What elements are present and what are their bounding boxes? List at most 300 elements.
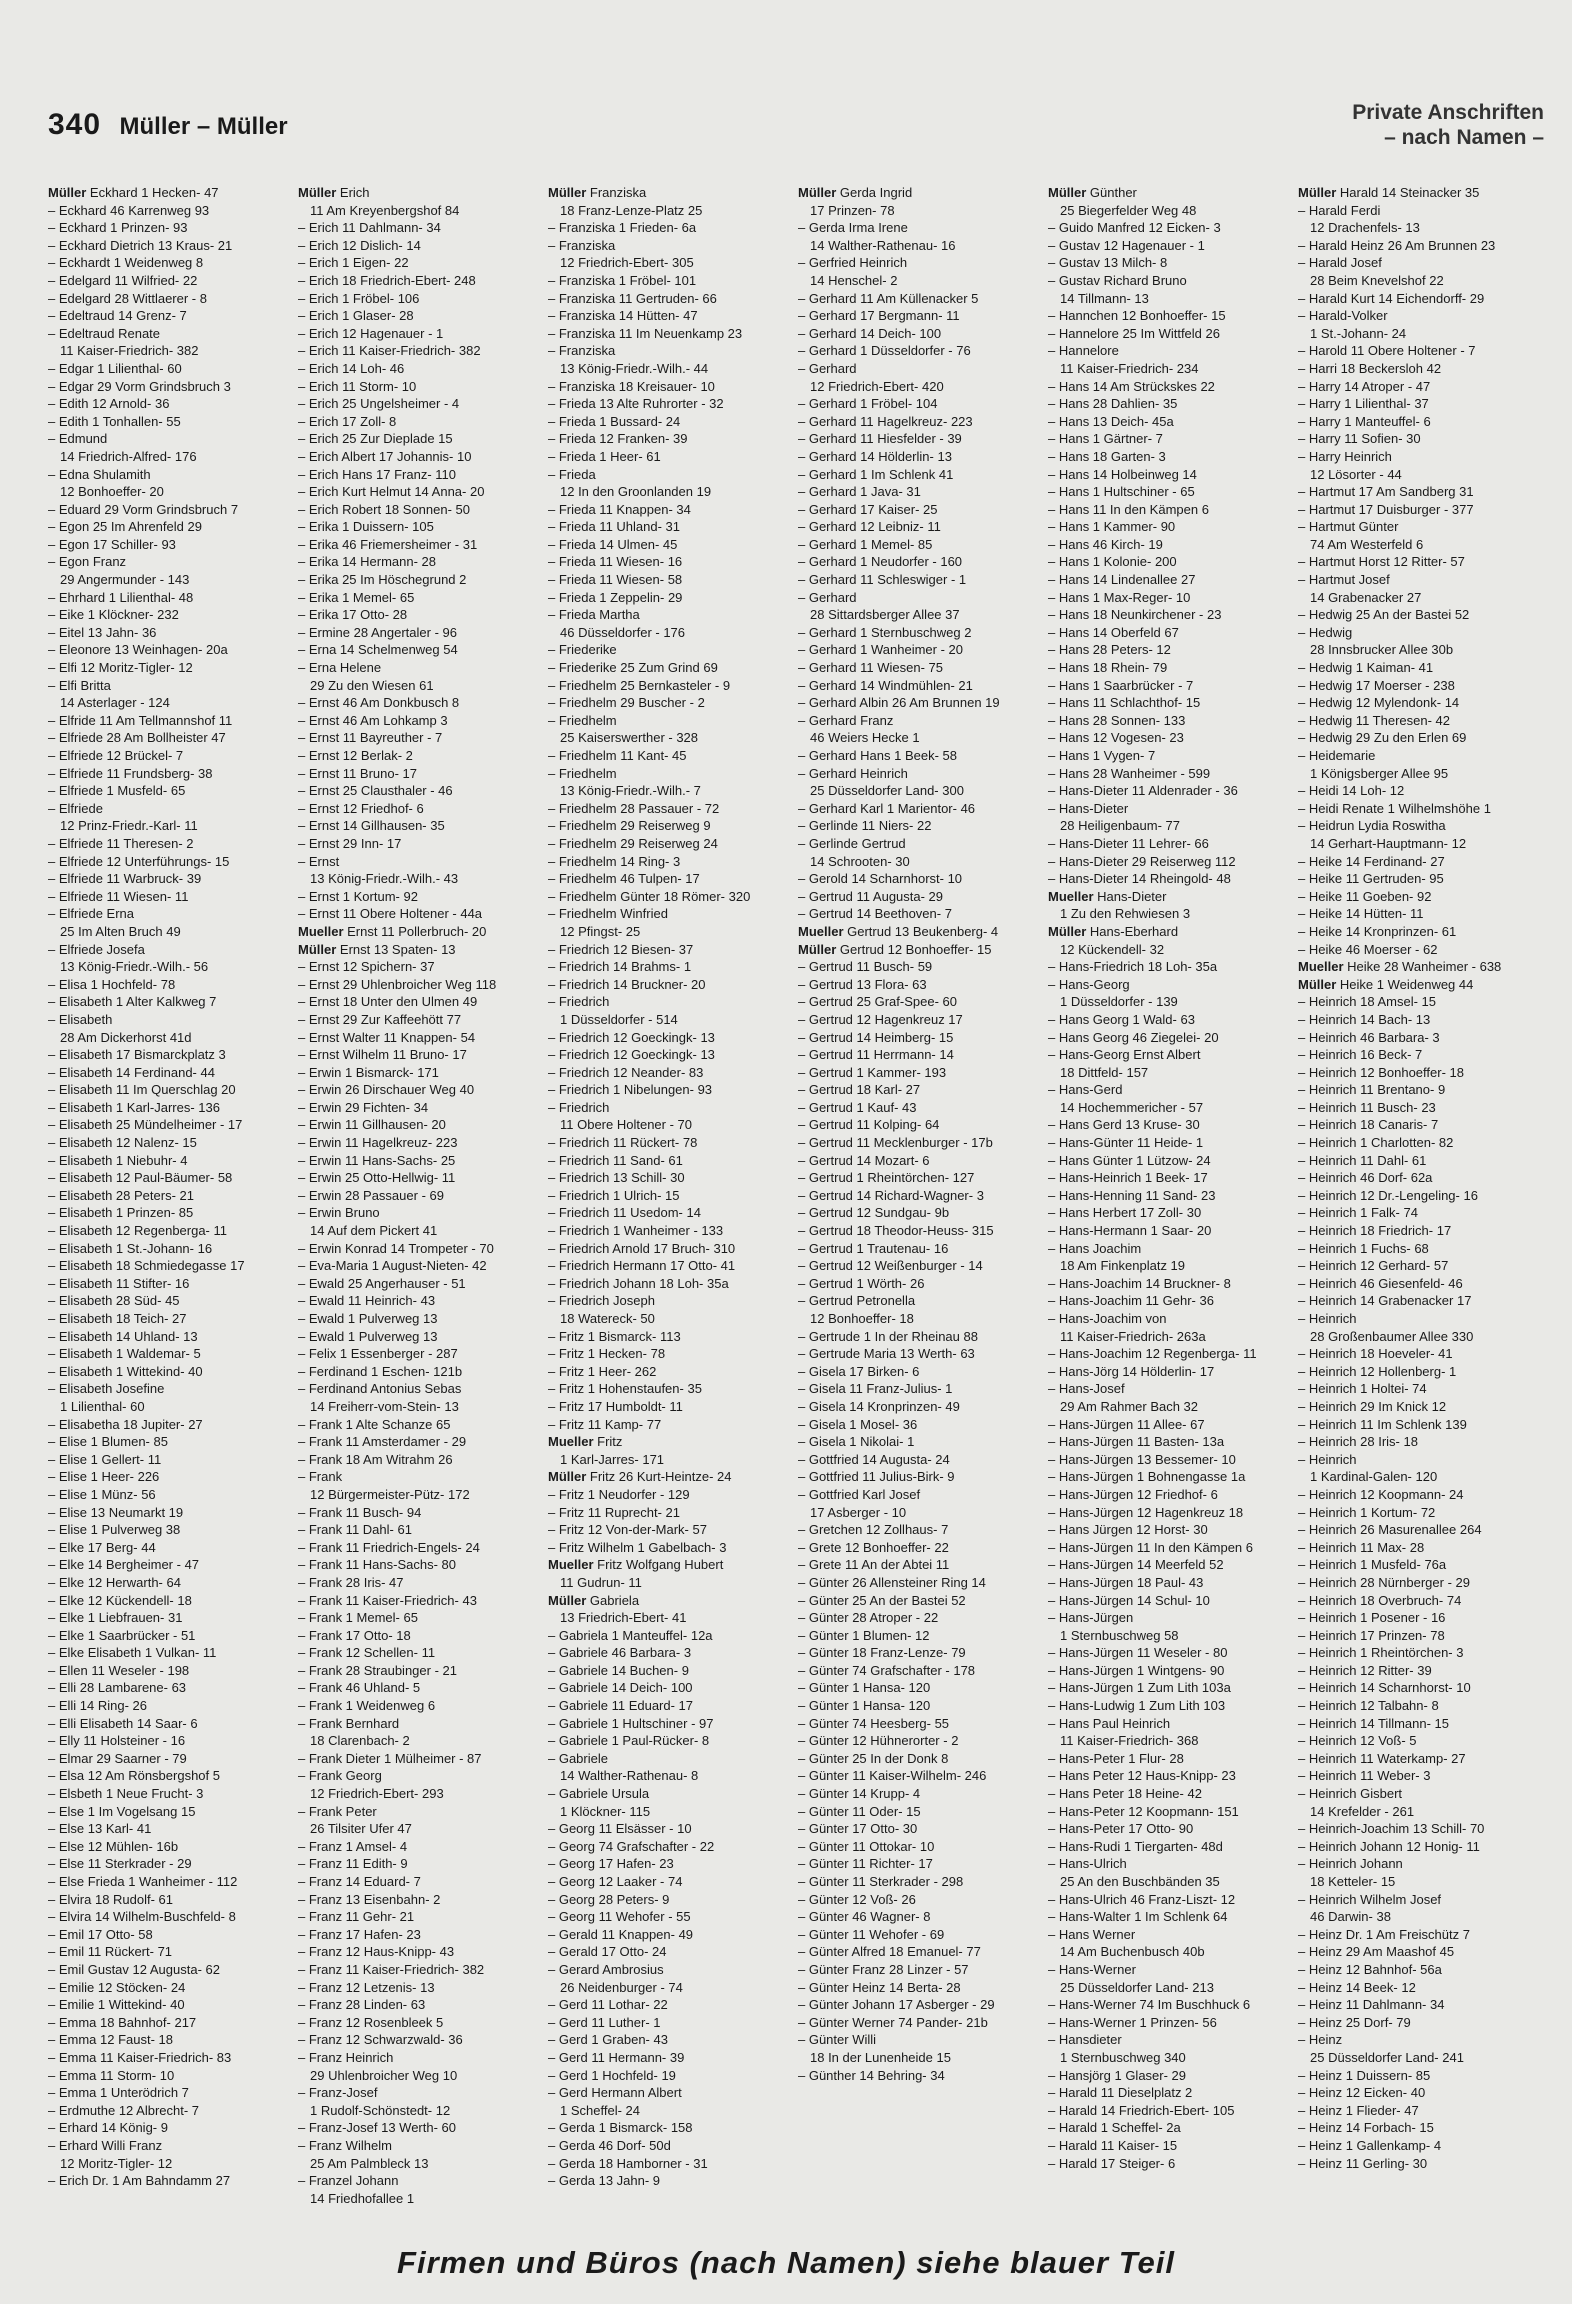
listing-entry: – Hans Peter 18 Heine- 42 [1048, 1786, 1202, 1802]
listing-entry: – Heinrich 1 Rheintörchen- 3 [1298, 1645, 1464, 1661]
listing-entry: – Elly 11 Holsteiner - 16 [48, 1733, 186, 1749]
listing-entry: – Elisabeth 12 Nalenz- 15 [48, 1135, 197, 1151]
listing-entry: – Franz Wilhelm [298, 2137, 392, 2153]
listing-entry: 1 Königsberger Allee 95 [1310, 765, 1449, 781]
listing-entry: – Fritz 1 Heer- 262 [548, 1363, 657, 1379]
listing-entry: – Eckhardt 1 Weidenweg 8 [48, 255, 204, 271]
listing-entry: – Heinrich-Joachim 13 Schill- 70 [1298, 1821, 1485, 1837]
listing-entry: – Gerhard 1 Wanheimer - 20 [798, 642, 963, 658]
listing-entry: – Erhard 14 König- 9 [48, 2120, 168, 2136]
listing-column-6 [1298, 184, 1540, 2171]
listing-entry: – Gertrud 1 Kammer- 193 [798, 1064, 947, 1080]
listing-entry: – Elise 1 Pulverweg 38 [48, 1522, 181, 1538]
listing-entry: – Gerd 1 Hochfeld- 19 [548, 2067, 676, 2083]
listing-column-4 [798, 184, 1040, 2134]
listing-entry: – Hans-Friedrich 18 Loh- 35a [1048, 959, 1218, 975]
listing-entry: – Ernst [298, 853, 340, 869]
listing-entry: – Heinrich 1 Posener - 16 [1298, 1610, 1446, 1626]
listing-column-3 [548, 184, 790, 2189]
listing-entry: – Franz 11 Kaiser-Friedrich- 382 [298, 1961, 485, 1977]
listing-entry: – Elvira 18 Rudolf- 61 [48, 1891, 174, 1907]
listing-entry: – Frank 1 Alte Schanze 65 [298, 1416, 451, 1432]
listing-entry: – Hans 14 Holbeinweg 14 [1048, 466, 1197, 482]
listing-entry: 12 Bonhoeffer- 20 [60, 484, 164, 500]
listing-entry: Müller Gabriela [548, 1592, 640, 1608]
listing-entry: – Emilie 12 Stöcken- 24 [48, 1979, 186, 1995]
listing-entry: – Erwin 29 Fichten- 34 [298, 1099, 429, 1115]
listing-entry: – Erich Robert 18 Sonnen- 50 [298, 501, 470, 517]
listing-entry: – Gertrud 14 Beethoven- 7 [798, 906, 952, 922]
listing-entry: – Harald 14 Friedrich-Ebert- 105 [1048, 2102, 1235, 2118]
listing-entry: – Heinrich 18 Amsel- 15 [1298, 994, 1437, 1010]
listing-entry: – Hans Jürgen 12 Horst- 30 [1048, 1522, 1208, 1538]
listing-entry: – Elisabeth 12 Paul-Bäumer- 58 [48, 1170, 233, 1186]
listing-entry: – Ernst 29 Zur Kaffeehött 77 [298, 1011, 462, 1027]
listing-entry: – Frieda Martha [548, 607, 640, 623]
listing-entry: – Fritz 1 Bismarck- 113 [548, 1328, 681, 1344]
listing-entry: – Eckhard Dietrich 13 Kraus- 21 [48, 237, 233, 253]
listing-entry: 13 König-Friedr.-Wilh.- 43 [310, 871, 459, 887]
listing-entry: – Harry 14 Atroper - 47 [1298, 378, 1431, 394]
listing-entry: – Hans-Georg Ernst Albert [1048, 1047, 1201, 1063]
listing-entry: – Gisela 1 Mosel- 36 [798, 1416, 918, 1432]
listing-entry: – Hans 1 Vygen- 7 [1048, 748, 1156, 763]
listing-entry: 18 Am Finkenplatz 19 [1060, 1258, 1186, 1274]
listing-entry: Müller Fritz 26 Kurt-Heintze- 24 [548, 1469, 732, 1485]
listing-entry: – Elvira 14 Wilhelm-Buschfeld- 8 [48, 1909, 236, 1925]
listing-entry: – Hans-Jürgen 14 Schul- 10 [1048, 1592, 1210, 1608]
listing-entry: – Friedhelm 46 Tulpen- 17 [548, 871, 700, 887]
listing-entry: – Elisabeth 18 Schmiedegasse 17 [48, 1258, 245, 1274]
listing-entry: – Gertrud 12 Sundgau- 9b [798, 1205, 950, 1221]
listing-entry: – Heinrich 12 Ritter- 39 [1298, 1662, 1432, 1678]
listing-entry: – Frank 11 Dahl- 61 [298, 1522, 412, 1538]
listing-entry: – Hans 28 Dahlien- 35 [1048, 396, 1178, 412]
listing-entry: – Edith 12 Arnold- 36 [48, 396, 170, 412]
listing-entry: – Heinrich 1 Kortum- 72 [1298, 1504, 1436, 1520]
listing-entry: – Franzel Johann [298, 2173, 399, 2189]
listing-entry: – Frieda 11 Uhland- 31 [548, 519, 681, 535]
listing-entry: – Gustav 13 Milch- 8 [1048, 255, 1168, 271]
listing-entry: – Gerda 46 Dorf- 50d [548, 2137, 671, 2153]
listing-entry: – Else 12 Mühlen- 16b [48, 1838, 179, 1854]
listing-entry: – Hans-Jürgen 12 Hagenkreuz 18 [1048, 1504, 1244, 1520]
listing-entry: – Guido Manfred 12 Eicken- 3 [1048, 220, 1221, 236]
listing-entry: – Hans-Heinrich 1 Beek- 17 [1048, 1170, 1208, 1186]
listing-entry: – Elisabeth 12 Regenberga- 11 [48, 1223, 227, 1239]
listing-entry: – Erwin Bruno [298, 1205, 380, 1221]
listing-entry: – Harry Heinrich [1298, 448, 1392, 464]
listing-entry: 1 Kardinal-Galen- 120 [1310, 1469, 1438, 1485]
listing-entry: – Gerhard [798, 360, 857, 376]
listing-entry: – Frieda 1 Heer- 61 [548, 448, 661, 464]
listing-entry: – Harri 18 Beckersloh 42 [1298, 360, 1442, 376]
listing-entry: 17 Prinzen- 78 [810, 202, 895, 218]
listing-entry: – Gertrud 12 Hagenkreuz 17 [798, 1011, 963, 1027]
listing-entry: – Hans-Werner 74 Im Buschhuck 6 [1048, 1997, 1251, 2013]
listing-entry: 18 Clarenbach- 2 [310, 1733, 410, 1749]
listing-entry: – Günter 28 Atroper - 22 [798, 1610, 939, 1626]
listing-entry: 18 In der Lunenheide 15 [810, 2049, 951, 2065]
listing-entry: – Hans 1 Kammer- 90 [1048, 519, 1176, 535]
listing-entry: – Ernst 11 Obere Holtener - 44a [298, 906, 483, 922]
listing-entry: – Heinrich 11 Max- 28 [1298, 1539, 1425, 1555]
listing-entry: – Hans-Dieter [1048, 800, 1129, 816]
listing-entry: – Frieda 11 Wiesen- 58 [548, 572, 683, 588]
listing-entry: – Hans 18 Neunkirchener - 23 [1048, 607, 1222, 623]
listing-entry: – Gabriele [548, 1750, 608, 1766]
listing-entry: – Hedwig 25 An der Bastei 52 [1298, 607, 1470, 623]
listing-entry: – Ernst 46 Am Donkbusch 8 [298, 695, 460, 711]
listing-entry: – Fritz 1 Hohenstaufen- 35 [548, 1381, 702, 1397]
listing-entry: – Hartmut 17 Duisburger - 377 [1298, 501, 1474, 517]
listing-entry: – Günter 11 Kaiser-Wilhelm- 246 [798, 1768, 987, 1784]
listing-entry: – Elisabeth 14 Ferdinand- 44 [48, 1064, 215, 1080]
listing-entry: – Hans-Dieter 11 Lehrer- 66 [1048, 835, 1209, 851]
listing-entry: – Harald-Volker [1298, 308, 1388, 324]
listing-entry: – Friedrich 12 Neander- 83 [548, 1064, 704, 1080]
listing-entry: – Friedrich Joseph [548, 1293, 655, 1309]
listing-entry: – Hans-Jörg 14 Hölderlin- 17 [1048, 1363, 1215, 1379]
listing-entry: – Friedhelm 14 Ring- 3 [548, 853, 681, 869]
listing-entry: – Friedhelm 25 Bernkasteler - 9 [548, 677, 731, 693]
listing-entry: Müller Eckhard 1 Hecken- 47 [48, 185, 219, 200]
listing-entry: – Erwin 28 Passauer - 69 [298, 1187, 444, 1203]
listing-entry: – Hans-Jürgen 11 Weseler - 80 [1048, 1645, 1228, 1661]
listing-entry: – Hans 28 Wanheimer - 599 [1048, 765, 1211, 781]
listing-columns [48, 184, 1548, 2206]
listing-entry: 46 Weiers Hecke 1 [810, 730, 920, 746]
listing-entry: – Elke 1 Liebfrauen- 31 [48, 1610, 183, 1626]
listing-entry: – Friederike 25 Zum Grind 69 [548, 660, 718, 676]
listing-entry: – Emma 11 Kaiser-Friedrich- 83 [48, 2049, 232, 2065]
listing-entry: – Elise 13 Neumarkt 19 [48, 1504, 184, 1520]
listing-entry: – Gerhard 1 Fröbel- 104 [798, 396, 938, 412]
listing-entry: – Gerd 11 Luther- 1 [548, 2014, 661, 2030]
listing-entry: – Friedrich 12 Goeckingk- 13 [548, 1029, 715, 1045]
listing-entry: – Heinrich 12 Bonhoeffer- 18 [1298, 1064, 1464, 1080]
listing-entry: – Frank 17 Otto- 18 [298, 1627, 411, 1643]
listing-entry: – Gisela 14 Kronprinzen- 49 [798, 1398, 960, 1414]
listing-entry: – Ernst 1 Kortum- 92 [298, 888, 418, 904]
listing-entry: – Elise 1 Gellert- 11 [48, 1451, 162, 1467]
listing-entry: – Friedrich 11 Rückert- 78 [548, 1135, 698, 1151]
listing-entry: – Hans Georg 1 Wald- 63 [1048, 1011, 1195, 1027]
listing-entry: – Hans 1 Max-Reger- 10 [1048, 589, 1191, 605]
listing-entry: – Erwin 11 Gillhausen- 20 [298, 1117, 446, 1133]
listing-entry: – Erich 1 Eigen- 22 [298, 255, 409, 271]
listing-entry: – Friedrich [548, 1099, 610, 1115]
listing-entry: – Elfriede 28 Am Bollheister 47 [48, 730, 226, 746]
listing-entry: – Heinrich 16 Beck- 7 [1298, 1047, 1423, 1063]
listing-entry: – Fritz 17 Humboldt- 11 [548, 1398, 683, 1414]
listing-entry: – Ernst 12 Friedhof- 6 [298, 800, 424, 816]
listing-entry: – Frank 11 Busch- 94 [298, 1504, 422, 1520]
listing-entry: – Friedrich 13 Schill- 30 [548, 1170, 685, 1186]
listing-entry: – Hans-Jürgen 11 Allee- 67 [1048, 1416, 1205, 1432]
listing-entry: 46 Düsseldorfer - 176 [560, 624, 686, 640]
listing-entry: 13 Friedrich-Ebert- 41 [560, 1610, 687, 1626]
listing-entry: 1 Rudolf-Schönstedt- 12 [310, 2102, 451, 2118]
listing-entry: 14 Am Buchenbusch 40b [1060, 1944, 1205, 1960]
listing-entry: – Fritz Wilhelm 1 Gabelbach- 3 [548, 1539, 727, 1555]
listing-entry: – Erich 1 Fröbel- 106 [298, 290, 420, 306]
listing-entry: – Ferdinand Antonius Sebas [298, 1381, 462, 1397]
listing-entry: – Harald Heinz 26 Am Brunnen 23 [1298, 237, 1496, 253]
listing-entry: – Elfriede [48, 800, 103, 816]
listing-entry: 12 In den Groonlanden 19 [560, 484, 712, 500]
listing-entry: – Gabriele 1 Paul-Rücker- 8 [548, 1733, 710, 1749]
listing-entry: – Heinrich 11 Weber- 3 [1298, 1768, 1431, 1784]
listing-entry: Müller Gerda Ingrid [798, 185, 913, 200]
listing-entry: – Fritz 12 Von-der-Mark- 57 [548, 1522, 707, 1538]
listing-entry: – Hans-Günter 11 Heide- 1 [1048, 1135, 1204, 1151]
listing-entry: – Erwin 25 Otto-Hellwig- 11 [298, 1170, 456, 1186]
listing-entry: – Heinrich 14 Bach- 13 [1298, 1011, 1431, 1027]
listing-column-5 [1048, 184, 1290, 2171]
listing-entry: – Frank Peter [298, 1803, 377, 1819]
listing-entry: – Friedrich Johann 18 Loh- 35a [548, 1275, 729, 1291]
listing-entry: – Felix 1 Essenberger - 287 [298, 1346, 458, 1362]
listing-entry: – Friedhelm [548, 712, 617, 728]
listing-entry: – Elfriede 11 Frundsberg- 38 [48, 765, 213, 781]
listing-entry: – Georg 11 Wehofer - 55 [548, 1909, 691, 1925]
listing-entry: – Gerhard 11 Hiesfelder - 39 [798, 431, 962, 447]
listing-entry: – Heinrich 1 Musfeld- 76a [1298, 1557, 1447, 1573]
listing-entry: – Ewald 1 Pulverweg 13 [298, 1311, 438, 1326]
listing-entry: – Hans 28 Peters- 12 [1048, 642, 1171, 658]
listing-entry: – Hans-Hermann 1 Saar- 20 [1048, 1223, 1212, 1239]
listing-entry: – Erdmuthe 12 Albrecht- 7 [48, 2102, 200, 2118]
listing-entry: – Franz 12 Rosenbleek 5 [298, 2014, 444, 2030]
listing-entry: 29 Zu den Wiesen 61 [310, 677, 434, 693]
listing-entry: – Gertrud 13 Flora- 63 [798, 976, 927, 992]
listing-entry: – Hans 11 Schlachthof- 15 [1048, 695, 1201, 711]
listing-entry: Mueller Fritz [548, 1434, 623, 1450]
listing-entry: – Friedrich 11 Sand- 61 [548, 1152, 683, 1168]
listing-entry: – Friedhelm [548, 765, 617, 781]
listing-entry: – Günter 14 Krupp- 4 [798, 1786, 921, 1802]
listing-entry: – Frank 11 Friedrich-Engels- 24 [298, 1539, 480, 1555]
listing-entry: – Hans-Joachim 12 Regenberga- 11 [1048, 1346, 1257, 1362]
listing-entry: – Elfriede 1 Musfeld- 65 [48, 783, 186, 799]
listing-entry: – Georg 74 Grafschafter - 22 [548, 1838, 715, 1854]
listing-entry: – Elisabeth [48, 1011, 113, 1027]
listing-entry: – Heinrich 12 Hollenberg- 1 [1298, 1363, 1457, 1379]
listing-entry: – Elli Elisabeth 14 Saar- 6 [48, 1715, 198, 1731]
listing-entry: – Elke 1 Saarbrücker - 51 [48, 1627, 196, 1643]
listing-entry: 11 Gudrun- 11 [560, 1574, 642, 1590]
listing-entry: – Gertrud 18 Theodor-Heuss- 315 [798, 1223, 994, 1239]
listing-entry: 12 Friedrich-Ebert- 293 [310, 1786, 444, 1802]
listing-entry: – Hartmut Horst 12 Ritter- 57 [1298, 554, 1465, 570]
listing-entry: 12 Prinz-Friedr.-Karl- 11 [60, 818, 198, 834]
listing-entry: – Günter 74 Grafschafter - 178 [798, 1662, 976, 1678]
listing-entry: – Gertrud 18 Karl- 27 [798, 1082, 921, 1098]
listing-entry: – Ernst Wilhelm 11 Bruno- 17 [298, 1047, 467, 1063]
listing-entry: – Gerhard 17 Kaiser- 25 [798, 501, 938, 517]
listing-entry: – Erich 11 Dahlmann- 34 [298, 220, 441, 236]
listing-entry: – Heinz 12 Bahnhof- 56a [1298, 1961, 1442, 1977]
listing-entry: – Hans Günter 1 Lützow- 24 [1048, 1152, 1211, 1168]
listing-entry: 12 Friedrich-Ebert- 305 [560, 255, 694, 271]
listing-entry: 14 Tillmann- 13 [1060, 290, 1149, 306]
listing-entry: – Gabriele 46 Barbara- 3 [548, 1645, 692, 1661]
listing-entry: – Heike 14 Ferdinand- 27 [1298, 853, 1445, 869]
listing-entry: – Gertrud 11 Busch- 59 [798, 959, 933, 975]
listing-entry: – Franz 1 Amsel- 4 [298, 1838, 408, 1854]
listing-entry: – Gustav 12 Hagenauer - 1 [1048, 237, 1205, 253]
listing-entry: – Gottfried Karl Josef [798, 1486, 921, 1502]
listing-entry: – Günter 11 Oder- 15 [798, 1803, 921, 1819]
listing-entry: – Georg 11 Elsässer - 10 [548, 1821, 692, 1837]
page-header [48, 108, 288, 142]
listing-entry: – Gabriele 14 Buchen- 9 [548, 1662, 689, 1678]
listing-entry: – Elfriede Josefa [48, 941, 145, 957]
listing-entry: – Franziska 18 Kreisauer- 10 [548, 378, 715, 394]
listing-entry: – Heinrich 14 Grabenacker 17 [1298, 1293, 1472, 1309]
listing-entry: – Frank 12 Schellen- 11 [298, 1645, 436, 1661]
section-heading [1352, 100, 1544, 150]
listing-entry: 12 Drachenfels- 13 [1310, 220, 1420, 236]
listing-entry: – Gertrud 1 Kauf- 43 [798, 1099, 917, 1115]
listing-entry: Müller Günther [1048, 185, 1137, 200]
listing-entry: – Erika 25 Im Höschegrund 2 [298, 572, 467, 588]
listing-entry: – Friedrich 1 Nibelungen- 93 [548, 1082, 713, 1098]
listing-entry: Müller Ernst 13 Spaten- 13 [298, 941, 456, 957]
listing-entry: – Hannelore 25 Im Wittfeld 26 [1048, 325, 1220, 341]
listing-entry: – Heinrich 11 Im Schlenk 139 [1298, 1416, 1467, 1432]
listing-entry: – Heike 46 Moerser - 62 [1298, 941, 1438, 957]
listing-entry: – Gerhard 1 Memel- 85 [798, 536, 933, 552]
listing-entry: – Heike 14 Kronprinzen- 61 [1298, 923, 1457, 939]
listing-entry: – Heinz 11 Dahlmann- 34 [1298, 1997, 1445, 2013]
footer-note: Firmen und Büros (nach Namen) siehe blauer Teil [397, 2245, 1175, 2280]
listing-entry: – Günter 11 Wehofer - 69 [798, 1926, 945, 1942]
listing-entry: – Edna Shulamith [48, 466, 151, 482]
listing-entry: – Edmund [48, 431, 108, 447]
listing-entry: – Hans-Jürgen 1 Zum Lith 103a [1048, 1680, 1231, 1696]
listing-entry: – Emma 11 Storm- 10 [48, 2067, 175, 2083]
listing-entry: 1 Düsseldorfer - 139 [1060, 994, 1178, 1010]
listing-entry: – Gerlinde 11 Niers- 22 [798, 818, 932, 834]
listing-entry: 14 Freiherr-vom-Stein- 13 [310, 1398, 459, 1414]
listing-entry: 26 Tilsiter Ufer 47 [310, 1821, 412, 1837]
listing-entry: – Emma 1 Unterödrich 7 [48, 2085, 189, 2101]
listing-entry: – Heinz 11 Gerling- 30 [1298, 2155, 1428, 2171]
listing-entry: – Franz 11 Edith- 9 [298, 1856, 408, 1872]
listing-entry: – Hans 18 Rhein- 79 [1048, 660, 1168, 676]
listing-entry: – Frieda 1 Bussard- 24 [548, 413, 681, 429]
listing-entry: – Franziska [548, 237, 616, 253]
listing-entry: – Heinrich [1298, 1451, 1357, 1467]
section-title: Private Anschriften [1352, 101, 1544, 124]
listing-entry: – Günter Werner 74 Pander- 21b [798, 2014, 988, 2030]
listing-entry: 12 Kückendell- 32 [1060, 941, 1165, 957]
listing-entry: – Elli 28 Lambarene- 63 [48, 1680, 187, 1696]
listing-entry: 28 Beim Knevelshof 22 [1310, 272, 1444, 288]
listing-entry: – Frank Bernhard [298, 1715, 400, 1731]
listing-entry: 28 Großenbaumer Allee 330 [1310, 1328, 1474, 1344]
listing-entry: 25 Im Alten Bruch 49 [60, 923, 181, 939]
listing-entry: – Franz 12 Letzenis- 13 [298, 1979, 435, 1995]
listing-entry: – Elisabeth 1 Wittekind- 40 [48, 1363, 203, 1379]
listing-entry: – Gisela 1 Nikolai- 1 [798, 1434, 915, 1450]
listing-entry: – Friedrich 14 Brahms- 1 [548, 959, 692, 975]
listing-entry: – Hans-Jürgen 11 In den Kämpen 6 [1048, 1539, 1254, 1555]
listing-entry: – Günter 74 Heesberg- 55 [798, 1715, 950, 1731]
listing-entry: – Heinrich 12 Voß- 5 [1298, 1733, 1417, 1749]
listing-entry: – Ernst 11 Bruno- 17 [298, 765, 417, 781]
listing-entry: – Heinrich Wilhelm Josef [1298, 1891, 1442, 1907]
listing-entry: 25 Kaiserswerther - 328 [560, 730, 699, 746]
listing-entry: – Erna Helene [298, 660, 382, 676]
listing-entry: – Gerhard Albin 26 Am Brunnen 19 [798, 695, 1000, 711]
listing-entry: – Frank 28 Straubinger - 21 [298, 1662, 457, 1678]
listing-entry: – Elfriede 12 Brückel- 7 [48, 748, 184, 763]
listing-entry: – Franz 14 Eduard- 7 [298, 1874, 421, 1889]
listing-entry: – Gerold 14 Scharnhorst- 10 [798, 871, 963, 887]
listing-entry: 14 Walther-Rathenau- 8 [560, 1768, 699, 1784]
listing-entry: – Harry 1 Lilienthal- 37 [1298, 396, 1429, 412]
listing-entry: – Erika 14 Hermann- 28 [298, 554, 437, 570]
listing-entry: – Gertrude 1 In der Rheinau 88 [798, 1328, 978, 1344]
listing-entry: – Edelgard 11 Wilfried- 22 [48, 272, 198, 288]
page-number: 340 [48, 108, 102, 141]
listing-entry: – Hans-Jürgen 1 Wintgens- 90 [1048, 1662, 1225, 1678]
listing-entry: – Erich Kurt Helmut 14 Anna- 20 [298, 484, 485, 500]
listing-entry: – Hans 1 Kolonie- 200 [1048, 554, 1177, 570]
listing-entry: – Hans Paul Heinrich [1048, 1715, 1171, 1731]
listing-entry: – Hans 12 Vogesen- 23 [1048, 730, 1184, 746]
listing-entry: – Ernst 12 Spichern- 37 [298, 959, 435, 975]
listing-column-1 [48, 184, 290, 2189]
listing-entry: – Ewald 11 Heinrich- 43 [298, 1293, 436, 1309]
listing-entry: – Hans-Werner [1048, 1961, 1136, 1977]
listing-entry: 26 Neidenburger - 74 [560, 1979, 683, 1995]
listing-entry: – Elke 12 Kückendell- 18 [48, 1592, 192, 1608]
listing-entry: – Heinrich 1 Charlotten- 82 [1298, 1135, 1454, 1151]
listing-entry: 12 Moritz-Tigler- 12 [60, 2155, 173, 2171]
listing-entry: – Gertrud 14 Richard-Wagner- 3 [798, 1187, 984, 1203]
listing-entry: – Harry 1 Manteuffel- 6 [1298, 413, 1431, 429]
listing-entry: – Franziska 14 Hütten- 47 [548, 308, 698, 324]
listing-entry: 14 Gerhart-Hauptmann- 12 [1310, 835, 1467, 851]
listing-entry: – Hans Peter 12 Haus-Knipp- 23 [1048, 1768, 1236, 1784]
listing-entry: – Erich 11 Storm- 10 [298, 378, 417, 394]
listing-entry: – Erich Dr. 1 Am Bahndamm 27 [48, 2173, 231, 2189]
listing-entry: 12 Pfingst- 25 [560, 923, 641, 939]
listing-entry: 28 Innsbrucker Allee 30b [1310, 642, 1454, 658]
listing-entry: – Hans-Peter 12 Koopmann- 151 [1048, 1803, 1239, 1819]
listing-entry: – Emil 11 Rückert- 71 [48, 1944, 173, 1960]
listing-entry: – Friedrich Arnold 17 Bruch- 310 [548, 1240, 736, 1256]
listing-entry: – Elisa 1 Hochfeld- 78 [48, 976, 176, 992]
listing-entry: – Heinz 29 Am Maashof 45 [1298, 1944, 1455, 1960]
listing-entry: Müller Harald 14 Steinacker 35 [1298, 185, 1480, 200]
listing-entry: – Gerhard Hans 1 Beek- 58 [798, 748, 957, 763]
listing-entry: Mueller Fritz Wolfgang Hubert [548, 1557, 724, 1573]
listing-entry: – Eleonore 13 Weinhagen- 20a [48, 642, 228, 658]
listing-entry: 25 Düsseldorfer Land- 213 [1060, 1979, 1214, 1995]
listing-entry: – Emma 18 Bahnhof- 217 [48, 2014, 197, 2030]
listing-entry: – Elli 14 Ring- 26 [48, 1698, 147, 1714]
listing-entry: – Hans-Gerd [1048, 1082, 1123, 1098]
listing-entry: – Heinrich 12 Koopmann- 24 [1298, 1486, 1464, 1502]
listing-entry: – Frieda 1 Zeppelin- 29 [548, 589, 683, 605]
listing-entry: – Gretchen 12 Zollhaus- 7 [798, 1522, 949, 1538]
listing-entry: – Elisabeth 1 Alter Kalkweg 7 [48, 994, 217, 1010]
